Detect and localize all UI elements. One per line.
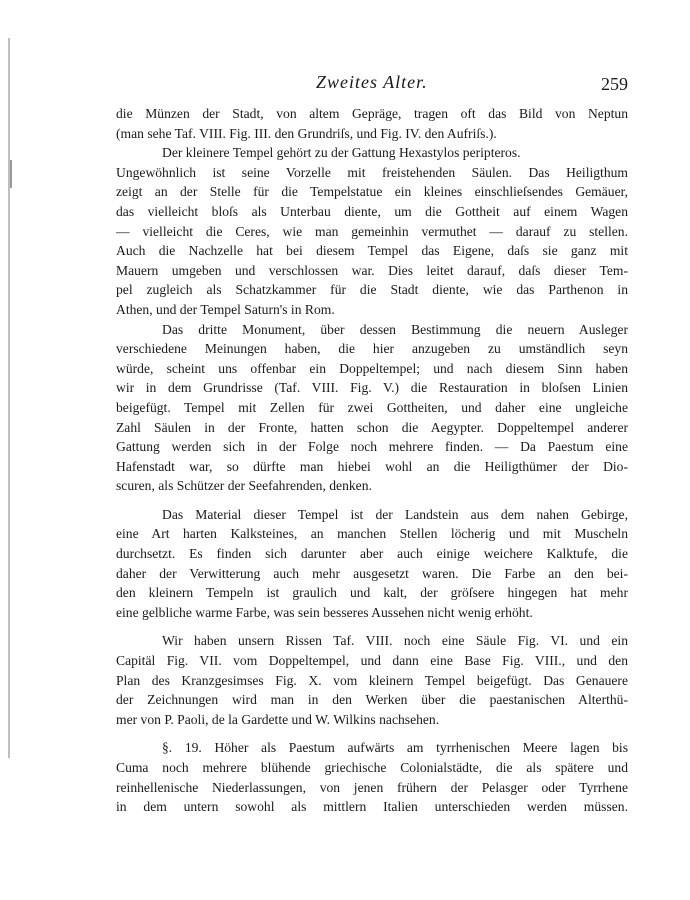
body-text (116, 104, 628, 817)
text-line: der Zeichnungen wird man in den Werken über die paestanischen Alterthü- (116, 692, 628, 708)
text-line: Das Material dieser Tempel ist der Landstein aus dem nahen Gebirge, (162, 506, 628, 522)
text-line: durchsetzt. Es finden sich darunter aber auch einige weichere Kalktufe, die (116, 546, 628, 562)
text-line: den kleinern Tempeln ist graulich und kalt, der gröſsere hingegen hat mehr (116, 585, 628, 601)
text-line: Wir haben unsern Rissen Taf. VIII. noch eine Säule Fig. VI. und ein (162, 633, 628, 649)
text-line: daher der Verwitterung auch mehr ausgesetzt waren. Die Farbe an den bei- (116, 565, 628, 581)
text-line: (man sehe Taf. VIII. Fig. III. den Grundriſs, und Fig. IV. den Aufriſs.). (116, 125, 497, 141)
paragraph-drawings (116, 631, 628, 729)
running-header (116, 64, 628, 104)
text-line: Athen, und der Tempel Saturn's in Rom. (116, 301, 335, 317)
text-line: §. 19. Höher als Paestum aufwärts am tyrrhenischen Meere lagen bis (162, 740, 628, 756)
page-number: 259 (601, 74, 628, 94)
text-line: in dem untern sowohl als mittlern Italien unterschieden werden müssen. (116, 799, 628, 815)
text-line: Zahl Säulen in der Fronte, hatten schon die Aegypter. Doppeltempel anderer (116, 419, 628, 435)
text-line: Gattung werden sich in der Folge noch mehrere finden. — Da Paestum eine (116, 439, 628, 455)
scan-edge-shadow (8, 38, 10, 758)
text-line: beigefügt. Tempel mit Zellen für zwei Gottheiten, und daher eine ungleiche (116, 399, 628, 415)
text-line: Mauern umgeben und verschlossen war. Dies leitet darauf, daſs dieser Tem- (116, 262, 628, 278)
text-line: Plan des Kranzgesimses Fig. X. vom kleinern Tempel beigefügt. Das Genauere (116, 672, 628, 688)
text-line: Das dritte Monument, über dessen Bestimmung die neuern Ausleger (162, 321, 628, 337)
text-line: würde, scheint uns offenbar ein Doppeltempel; und nach diesem Sinn haben (116, 360, 628, 376)
text-line: Auch die Nachzelle hat bei diesem Tempel das Eigene, daſs sie ganz mit (116, 243, 628, 259)
text-line: eine gelbliche warme Farbe, was sein besseres Aussehen nicht wenig erhöht. (116, 604, 533, 620)
text-line: Der kleinere Tempel gehört zu der Gattung Hexastylos peripteros. (162, 145, 521, 161)
paragraph-third-monument (116, 320, 628, 496)
running-title: Zweites Alter. (316, 72, 428, 92)
text-line: pel zugleich als Schatzkammer für die Stadt diente, wie das Parthenon in (116, 282, 628, 298)
paragraph-material (116, 505, 628, 623)
text-line: zeigt an der Stelle für die Tempelstatue ein kleines einschlieſsendes Gemäuer, (116, 184, 628, 200)
text-line: wir in dem Grundrisse (Taf. VIII. Fig. V.) die Restauration in bloſsen Linien (116, 380, 628, 396)
text-line: das vielleicht bloſs als Unterbau diente, um die Gottheit auf einem Wagen (116, 203, 628, 219)
text-line: Ungewöhnlich ist seine Vorzelle mit freistehenden Säulen. Das Heiligthum (116, 164, 628, 180)
text-line: scuren, als Schützer der Seefahrenden, denken. (116, 478, 372, 494)
text-line: die Münzen der Stadt, von altem Gepräge, tragen oft das Bild von Neptun (116, 106, 628, 121)
scan-edge-mark (10, 160, 12, 188)
text-line: verschiedene Meinungen haben, die hier anzugeben zu umständlich seyn (116, 341, 628, 357)
paragraph-continuation (116, 104, 628, 143)
text-line: Capitäl Fig. VII. vom Doppeltempel, und dann eine Base Fig. VIII., und den (116, 653, 628, 669)
text-line: — vielleicht die Ceres, wie man gemeinhin vermuthet — darauf zu stellen. (116, 223, 628, 239)
book-page (116, 64, 628, 817)
text-line: mer von P. Paoli, de la Gardette und W. Wilkins nachsehen. (116, 711, 440, 727)
text-line: reinhellenische Niederlassungen, von jenen frühern der Pelasger oder Tyrrhene (116, 779, 628, 795)
text-line: Cuma noch mehrere blühende griechische Colonialstädte, die als spätere und (116, 760, 628, 775)
paragraph-smaller-temple (116, 143, 628, 319)
text-line: eine Art harten Kalksteines, an manchen Stellen löcherig und mit Muscheln (116, 526, 628, 542)
paragraph-section-19 (116, 738, 628, 816)
text-line: Hafenstadt war, so dürfte man hiebei wohl an die Heiligthümer der Dio- (116, 458, 628, 474)
